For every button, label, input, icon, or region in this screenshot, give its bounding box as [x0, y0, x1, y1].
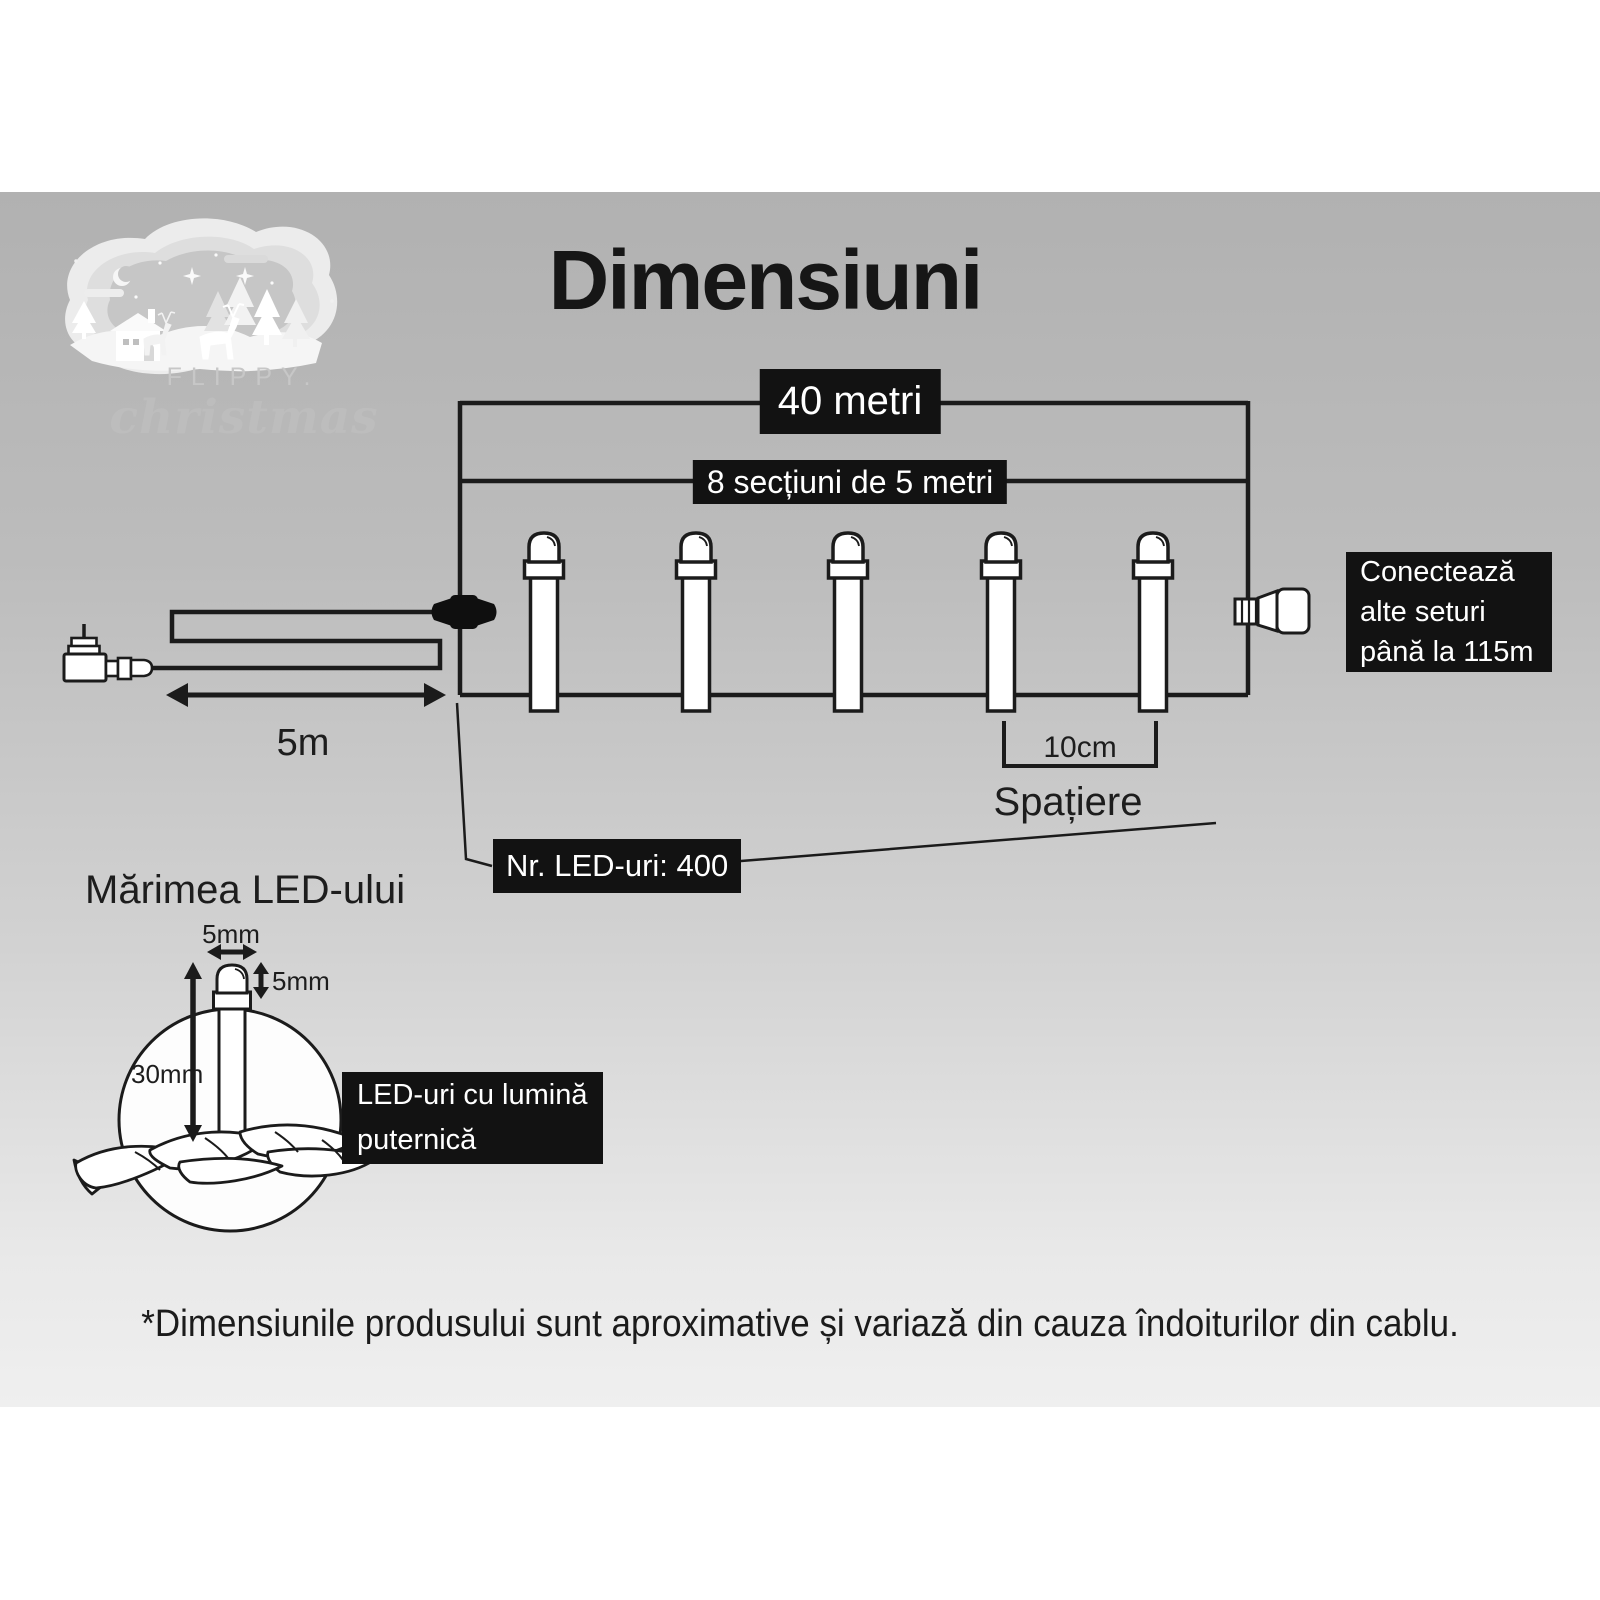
power-plug-icon [64, 624, 152, 681]
led-count-label: Nr. LED-uri: 400 [493, 839, 741, 893]
lead-wire-coil [152, 612, 452, 668]
connect-line: Conectează [1360, 556, 1515, 588]
logo-brand-text: FLIPPY. [166, 363, 320, 391]
connect-line: până la 115m [1360, 636, 1534, 668]
spacing-value: 10cm [1043, 731, 1117, 764]
disclaimer-inner: *Dimensiunile produsului sunt aproximative și variază din cauza îndoiturilor din cablu. [141, 1303, 1459, 1345]
led-brightness-label [342, 1072, 603, 1164]
spacing-caption: Spațiere [993, 780, 1143, 824]
total-length-label: 40 metri [760, 369, 941, 434]
lead-length-arrow [166, 683, 446, 707]
led-bulb-icon [982, 533, 1021, 711]
led-width-value: 5mm [202, 919, 260, 949]
height-arrow [253, 962, 269, 999]
lead-length-value: 5m [276, 722, 330, 764]
sections-label: 8 secțiuni de 5 metri [693, 460, 1007, 504]
disclaimer-text [0, 1303, 1600, 1346]
led-string [525, 533, 1173, 711]
led-size-heading: Mărimea LED-ului [85, 868, 406, 912]
connect-line: alte seturi [1360, 596, 1486, 628]
callout-line: puternică [357, 1124, 477, 1156]
led-length-value: 30mm [131, 1059, 204, 1089]
page-title: Dimensiuni [548, 233, 982, 327]
led-bulb-icon [1134, 533, 1173, 711]
led-bulb-icon [525, 533, 564, 711]
detail-led-bulb-icon [214, 965, 251, 1142]
callout-line: LED-uri cu lumină [357, 1079, 588, 1111]
connect-info-label [1346, 552, 1552, 672]
led-bulb-icon [829, 533, 868, 711]
led-height-value: 5mm [272, 966, 330, 996]
led-bulb-icon [677, 533, 716, 711]
logo-script-text: christmas [109, 390, 379, 445]
inline-connector-icon [432, 595, 497, 629]
